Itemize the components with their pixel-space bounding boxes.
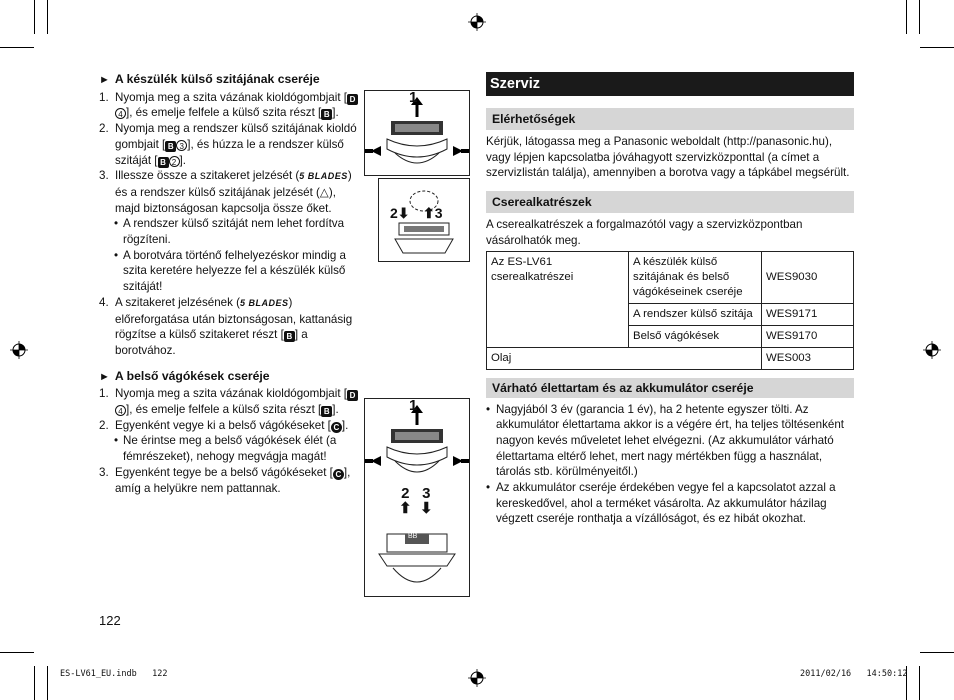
table-cell: WES003 (762, 347, 854, 369)
subheading-battery: Várható élettartam és az akkumulátor cseréje (486, 378, 854, 398)
section-heading-inner-blades: ► A belső vágókések cseréje (99, 368, 270, 383)
footer-timestamp: 2011/02/16 14:50:12 (800, 669, 908, 679)
left-column (99, 72, 361, 496)
step-bullets (99, 216, 361, 295)
bullet-item: • Ne érintse meg a belső vágókések élét (a fémrészeket), nehogy megvágja magát! (99, 433, 361, 464)
table-cell: WES9170 (762, 325, 854, 347)
key-c-icon: C (331, 422, 342, 433)
figure-step-number: 1 (409, 398, 418, 414)
parts-table (486, 251, 854, 370)
triangle-right-icon: ► (99, 74, 110, 86)
circled-number-icon: 4 (115, 108, 126, 119)
table-row (487, 347, 854, 369)
crop-mark (919, 666, 920, 700)
step-bullets (99, 433, 361, 464)
triangle-right-icon: ► (99, 370, 110, 383)
step: 4. A szitakeret jelzésének (5 BLADES) előreforgatása után biztonságosan, kattanásig rögzítse a külső szitakeret részt [ B ] a borotvához. (99, 295, 353, 357)
steps-outer-foil (99, 90, 361, 359)
registration-mark-icon (10, 341, 28, 359)
step: 2. Egyenként vegye ki a belső vágókéseket [ C ]. • Ne érintse meg a belső vágókések élét (a fémrészeket), nehogy megvágja magát! (99, 418, 361, 465)
footer-file: ES-LV61_EU.indb 122 (60, 669, 168, 679)
figure-step-number: ⬆3 (423, 205, 443, 221)
key-b-icon: B (284, 331, 295, 342)
table-cell: A készülék külső szitájának és belső vágókéseinek cseréje (629, 251, 762, 303)
triangle-mark-icon: △ (319, 185, 329, 199)
section-title-service: Szerviz (486, 72, 854, 96)
key-b-icon: B (321, 109, 332, 120)
table-cell: Olaj (487, 347, 762, 369)
table-cell: A rendszer külső szitája (629, 303, 762, 325)
crop-mark (920, 47, 954, 48)
circled-number-icon: 4 (115, 405, 126, 416)
crop-mark (0, 652, 34, 653)
key-b-icon: B (321, 406, 332, 417)
bullet-item: • Az akkumulátor cseréje érdekében vegye fel a kapcsolatot azzal a kereskedővel, ahol a terméket vásárolta. Az akkumulátor házilag végzett cseréje ronthatja a vízállóságot, és ez hibát okozhat. (486, 480, 854, 527)
page-number: 122 (99, 613, 121, 628)
crop-mark (919, 0, 920, 34)
crop-mark (34, 666, 35, 700)
key-b-icon: B (165, 141, 176, 152)
right-column (486, 72, 854, 527)
key-d-icon: D (347, 94, 358, 105)
key-d-icon: D (347, 390, 358, 401)
step: 3. Egyenként tegye be a belső vágókéseket [ C ], amíg a helyükre nem pattannak. (99, 465, 351, 495)
key-b-icon: B (158, 157, 169, 168)
step: 1. Nyomja meg a szita vázának kioldógombjait [ D4 ], és emelje felfele a külső szita részt [ B ]. (99, 386, 361, 417)
availability-text: Kérjük, látogassa meg a Panasonic weboldalt (http://panasonic.hu), vagy lépjen kapcsolatba jóváhagyott szervizközponttal (a címet a szervizlistán találja), amennyiben a borotva vagy a tápkábel megsérült. (486, 135, 850, 180)
blades-logo: 5 BLADES (240, 297, 289, 308)
blades-logo: 5 BLADES (299, 171, 348, 182)
table-row (487, 251, 854, 303)
crop-mark (34, 0, 35, 34)
blade-label: BB (408, 533, 418, 540)
registration-mark-icon (468, 669, 486, 687)
table-cell: WES9030 (762, 251, 854, 303)
crop-mark (47, 0, 48, 34)
key-c-icon: C (333, 469, 344, 480)
crop-mark (0, 47, 34, 48)
figure-insert-inner-blades (364, 484, 470, 597)
subheading-parts: Cserealkatrészek (486, 191, 854, 213)
crop-mark (47, 666, 48, 700)
table-cell: WES9171 (762, 303, 854, 325)
step: 2. Nyomja meg a rendszer külső szitájának kioldó gombjait [ B 3 ], és húzza le a rendszer külső szitáját [ B 2 ]. (99, 122, 357, 167)
step: 3. Illessze össze a szitakeret jelzését (5 BLADES) és a rendszer külső szitájának jelzését (△), majd biztonságosan kapcsolja össze őket. • A rendszer külső szitáját nem lehet fordítva rögzíteni. • A borotvára történő felhelyezéskor mindig a szita keretére helyezze fel a készülék külső szitáját! (99, 168, 361, 295)
section-heading-outer-foil: ► A készülék külső szitájának cseréje (99, 72, 320, 86)
bullet-item: • Nagyjából 3 év (garancia 1 év), ha 2 hetente egyszer tölti. Az akkumulátor élettartama akkor is a végére ért, ha teljes töltésenként nagyon kevés műveletet lehet elvégezni. (Az akkumulátor várható élettartama eltérő lehet, mert nagy mértékben függ a használat, tárolás stb. körülményeitől.) (486, 402, 854, 481)
crop-mark (906, 0, 907, 34)
steps-inner-blades (99, 386, 361, 496)
parts-text: A cserealkatrészek a forgalmazótól vagy a szervizközpontban vásárolhatók meg. (486, 218, 803, 247)
figure-remove-inner-blades (364, 398, 470, 486)
bullet-item: • A rendszer külső szitáját nem lehet fordítva rögzíteni. (99, 216, 361, 247)
registration-mark-icon (923, 341, 941, 359)
figure-step-number: 3 ⬇ (420, 485, 433, 517)
circled-number-icon: 2 (169, 156, 180, 167)
registration-mark-icon (468, 13, 486, 31)
bullet-item: • A borotvára történő felhelyezéskor mindig a szita keretére helyezze fel a készülék külső szitáját! (99, 248, 361, 295)
figure-step-number: 2 ⬆ (399, 485, 412, 517)
circled-number-icon: 3 (176, 140, 187, 151)
figure-attach-system-foil (378, 178, 470, 262)
subheading-availability: Elérhetőségek (486, 108, 854, 130)
crop-mark (920, 652, 954, 653)
table-cell: Az ES-LV61 cserealkatrészei (487, 251, 629, 347)
figure-step-number: 1 (409, 90, 418, 106)
figure-step-number: 2⬇ (390, 205, 410, 221)
figure-remove-outer-foil (364, 90, 470, 176)
inner-blades-illustration (365, 484, 469, 596)
table-cell: Belső vágókések (629, 325, 762, 347)
step: 1. Nyomja meg a szita vázának kioldógombjait [ D4 ], és emelje felfele a külső szita részt [ B ]. (99, 90, 361, 121)
battery-bullets (486, 402, 854, 528)
